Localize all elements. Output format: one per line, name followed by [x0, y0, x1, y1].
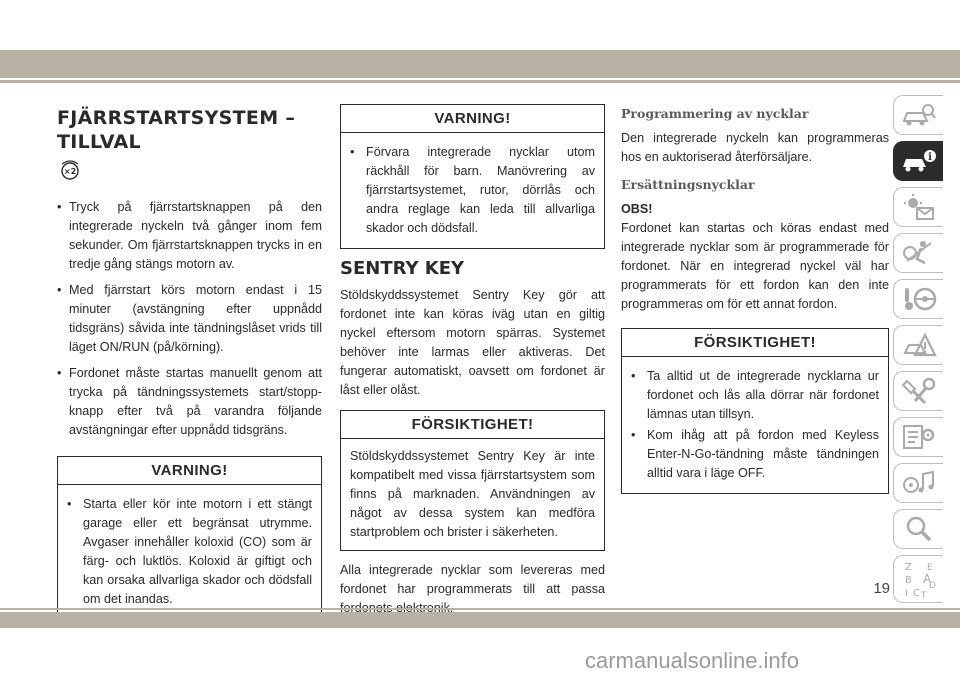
caution-title: FÖRSIKTIGHET!	[622, 329, 888, 357]
tab-index[interactable]	[893, 555, 943, 603]
page-number: 19	[873, 580, 890, 597]
index-letter: I	[904, 589, 908, 599]
remote-start-icon	[59, 160, 81, 186]
tab-hazard[interactable]	[893, 325, 943, 365]
warning-lights-icon	[901, 193, 937, 221]
note-label: OBS!	[621, 202, 653, 216]
tab-warning-lights[interactable]	[893, 187, 943, 227]
top-band-line	[0, 80, 960, 83]
index-letter: Z	[904, 562, 912, 573]
tab-multimedia[interactable]	[893, 463, 943, 503]
warning-item: • Starta eller kör inte motorn i ett stängt garage eller ett begränsat utrymme. Avgaser innehåller koloxid (CO) som är färg- och luktlös. Koloxid är giftigt och kan orsaka allvarliga skador och dödsfall om det inandas.	[67, 495, 312, 609]
index-letter: B	[904, 575, 912, 586]
list-item: • Fordonet måste startas manuellt genom att trycka på tändningssystemets start/stopp-knapp efter två på varandra följande avstängningar efter uppnådd tidsgräns.	[57, 364, 322, 440]
warning-title: VARNING!	[58, 457, 321, 485]
watermark[interactable]: carmanualsonline.info	[585, 648, 800, 673]
caution-item: • Ta alltid ut de integrerade nycklarna ur fordonet och lås alla dörrar när fordonet lämnas utan tillsyn.	[631, 367, 879, 424]
left-column	[57, 98, 322, 630]
sentry-key-heading: SENTRY KEY	[340, 258, 465, 279]
sentry-key-paragraph: Stöldskyddssystemet Sentry Key gör att fordonet inte kan köras iväg utan en giltig nyckel eftersom motorn spärras. Systemet behöver inte larmas eller aktiveras. Det fungerar automatiskt, oavsett om fordonet är låst eller olåst.	[340, 288, 605, 397]
warning-box	[57, 456, 322, 620]
replacement-paragraph: Fordonet kan startas och köras endast med integrerade nycklar som är programmerade för fordonet. När en integrerad nyckel väl har programmerats för ett fordon kan den inte programmeras om för ett annat fordon.	[621, 221, 889, 311]
bottom-band-line	[0, 608, 960, 610]
top-band	[0, 50, 960, 78]
caution-box	[621, 328, 889, 494]
tab-steering-wheel[interactable]	[893, 279, 943, 319]
tab-wrench[interactable]	[893, 371, 943, 411]
programming-heading: Programmering av nycklar	[621, 106, 809, 121]
programming-paragraph: Den integrerade nyckeln kan programmeras hos en auktoriserad återförsäljare.	[621, 131, 889, 164]
caution-title: FÖRSIKTIGHET!	[341, 411, 604, 439]
tab-car-search[interactable]	[893, 95, 943, 135]
caution-item: • Kom ihåg att på fordon med Keyless Enter-N-Go-tändning måste tändningen alltid vara i läge OFF.	[631, 426, 879, 483]
bottom-band	[0, 612, 960, 628]
warning-box	[340, 104, 605, 249]
index-letter: A	[922, 572, 931, 586]
index-letter: C	[912, 588, 920, 599]
svg-text:×2: ×2	[63, 167, 77, 176]
index-letter: T	[920, 591, 926, 600]
right-column	[621, 98, 889, 504]
index-letter: D	[928, 581, 936, 591]
magnifier-icon	[901, 515, 937, 543]
index-icon	[899, 558, 939, 600]
keys-paragraph: Alla integrerade nycklar som levereras med fordonet har programmerats till att passa	[340, 563, 605, 596]
list-item: • Med fjärrstart körs motorn endast i 15 minuter (avstängning efter uppnådd tidsgräns) såvida inte tändningslåset vrids till läget ON/RUN (på/körning).	[57, 281, 322, 357]
warning-item: • Förvara integrerade nycklar utom räckhåll för barn. Manövrering av fjärrstartsystemet, rutor, dörrlås och andra reglage kan leda till allvarliga skador och dödsfall.	[350, 143, 595, 238]
tab-airbag[interactable]	[893, 233, 943, 273]
warning-title: VARNING!	[341, 105, 604, 133]
tab-search[interactable]	[893, 509, 943, 549]
tab-car-info[interactable]	[893, 141, 943, 181]
caution-text: Stöldskyddssystemet Sentry Key är inte kompatibelt med vissa fjärrstartsystem som finns på marknaden. Användningen av något av dessa system kan medföra startproblem och brister i säkerheten.	[350, 449, 595, 539]
section-title: FJÄRRSTARTSYSTEM – TILLVAL	[57, 107, 296, 153]
remote-start-list	[57, 198, 322, 440]
steering-wheel-icon	[901, 285, 937, 313]
chapter-tabs	[893, 95, 943, 609]
maintenance-icon	[901, 423, 937, 451]
replacement-heading: Ersättningsnycklar	[621, 177, 755, 192]
caution-box	[340, 410, 605, 551]
wrench-icon	[901, 377, 937, 405]
hazard-triangle-icon	[901, 331, 937, 359]
car-search-icon	[901, 101, 937, 129]
multimedia-icon	[901, 469, 937, 497]
tab-maintenance[interactable]	[893, 417, 943, 457]
middle-column	[340, 104, 605, 626]
svg-text:i: i	[927, 152, 932, 163]
car-info-icon	[901, 147, 937, 175]
list-item: • Tryck på fjärrstartsknappen på den integrerade nyckeln två gånger inom fem sekunder. Om fjärrstartsknappen trycks in en tredje gång stängs motorn av.	[57, 198, 322, 274]
index-letter: E	[926, 563, 933, 573]
airbag-icon	[901, 239, 937, 267]
